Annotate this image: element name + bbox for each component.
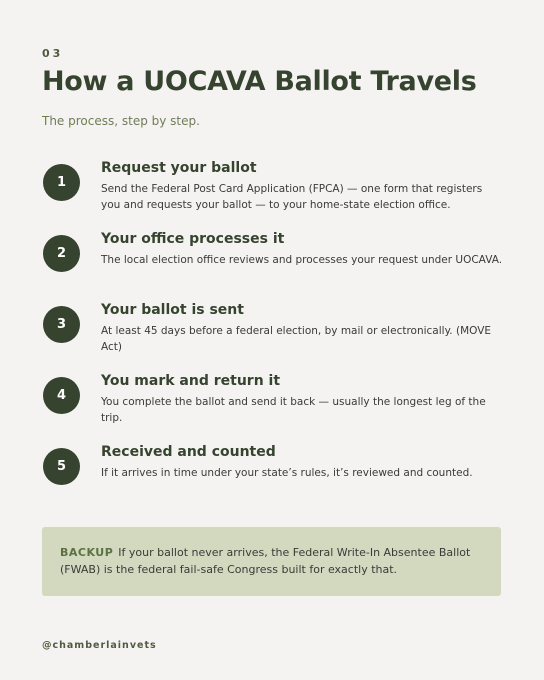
step-description: The local election office reviews and processes your request under UOCAVA. (101, 254, 503, 266)
social-handle: @chamberlainvets (42, 640, 157, 651)
step-4 (42, 373, 512, 444)
step-number-badge: 4 (43, 377, 80, 414)
backup-callout (42, 527, 501, 596)
backup-label: BACKUP (60, 546, 114, 559)
step-2 (42, 231, 512, 302)
step-number-badge: 2 (43, 235, 80, 272)
step-number-badge: 3 (43, 306, 80, 343)
step-title: Your office processes it (101, 231, 285, 247)
step-title: Received and counted (101, 444, 276, 460)
step-number-badge: 5 (43, 448, 80, 485)
page-number: 03 (42, 47, 64, 60)
step-title: Request your ballot (101, 160, 257, 176)
step-description: At least 45 days before a federal election, by mail or electronically. (MOVE Act) (101, 325, 492, 353)
step-description: If it arrives in time under your state’s rules, it’s reviewed and counted. (101, 467, 473, 479)
page-title: How a UOCAVA Ballot Travels (42, 66, 477, 97)
steps-list (42, 160, 512, 515)
backup-text: If your ballot never arrives, the Federal Write-In Absentee Ballot (FWAB) is the federal fail-safe Congress built for exactly that. (60, 546, 471, 576)
step-title: Your ballot is sent (101, 302, 244, 318)
step-title: You mark and return it (101, 373, 281, 389)
step-5 (42, 444, 512, 515)
step-1 (42, 160, 512, 231)
step-3 (42, 302, 512, 373)
step-description: You complete the ballot and send it back — usually the longest leg of the trip. (101, 396, 486, 424)
page-subtitle: The process, step by step. (42, 114, 200, 128)
step-number-badge: 1 (43, 164, 80, 201)
step-description: Send the Federal Post Card Application (FPCA) — one form that registers you and requests your ballot — to your home-state election office. (101, 183, 483, 211)
